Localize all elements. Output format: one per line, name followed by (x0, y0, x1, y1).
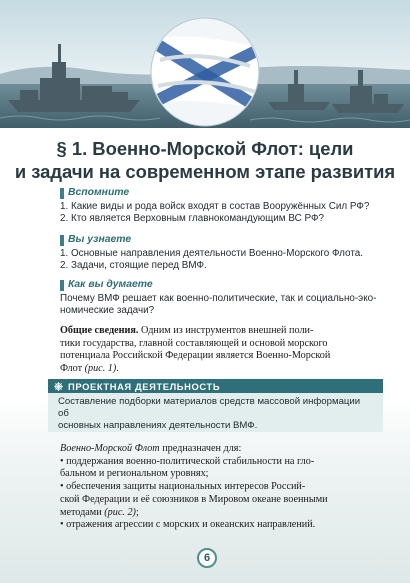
purpose-line-4: ской Федерации и её союзников в Мировом океане военными (60, 493, 328, 505)
purpose-line-2: бальном и региональном уровнях; (60, 468, 209, 480)
think-block (60, 279, 382, 318)
general-line-1: Одним из инструментов внешней поли- (138, 325, 314, 336)
figure-ref-1: (рис. 1) (84, 363, 117, 375)
remember-item-1: 1. Какие виды и рода войск входят в состав Вооружённых Сил РФ? (60, 200, 370, 212)
purpose-ref-tail: ; (135, 506, 139, 518)
project-line-2: основных направлениях деятельности ВМФ. (58, 420, 258, 432)
general-info-lead: Общие сведения. (60, 325, 139, 336)
ship-wheel-icon (54, 382, 63, 391)
general-tail: . (116, 363, 119, 375)
learn-heading: Вы узнаете (68, 234, 132, 245)
navy-illustration (0, 0, 410, 128)
general-line-2: тики государства, главной составляющей и основой морского (60, 337, 328, 349)
think-line-1: Почему ВМФ решает как военно-политические, так и социально-эко- (60, 292, 377, 304)
purpose-line-5: методами (60, 506, 105, 518)
remember-heading: Вспомните (68, 187, 130, 198)
remember-block (60, 187, 382, 226)
learn-item-2: 2. Задачи, стоящие перед ВМФ. (60, 260, 207, 272)
learn-block (60, 234, 382, 273)
purpose-lead-tail: предназначен для: (159, 443, 242, 454)
paragraph-title (0, 137, 410, 183)
remember-item-2: 2. Кто является Верховным главнокомандующим ВС РФ? (60, 213, 324, 225)
purpose-line-3: • обеспечения защиты национальных интересов Россий- (60, 481, 306, 493)
section-marker-icon (60, 280, 64, 291)
general-info-paragraph (60, 325, 384, 376)
figure-ref-2: (рис. 2) (104, 506, 136, 518)
think-heading: Как вы думаете (68, 279, 153, 290)
purpose-paragraph (60, 443, 384, 532)
project-heading: ПРОЕКТНАЯ ДЕЯТЕЛЬНОСТЬ (68, 380, 221, 392)
purpose-line-1: • поддержания военно-политической стабильности на гло- (60, 455, 315, 467)
section-marker-icon (60, 235, 64, 246)
project-activity-box (48, 379, 383, 432)
navy-banner-image (0, 0, 410, 128)
title-line-1: § 1. Военно-Морской Флот: цели (56, 138, 354, 159)
learn-item-1: 1. Основные направления деятельности Военно-Морского Флота. (60, 247, 363, 259)
page-number: 6 (197, 548, 217, 568)
project-line-1: Составление подборки материалов средств массовой информации об (58, 396, 361, 420)
section-marker-icon (60, 188, 64, 199)
title-line-2: и задачи на современном этапе развития (14, 161, 396, 182)
think-line-2: номические задачи? (60, 305, 155, 317)
general-line-4: Флот (60, 363, 85, 375)
purpose-lead: Военно-Морской Флот (60, 443, 160, 454)
general-line-3: потенциала Российской Федерации является Военно-Морской (60, 350, 331, 362)
purpose-last-line: • отражения агрессии с морских и океанских направлений. (60, 519, 316, 531)
